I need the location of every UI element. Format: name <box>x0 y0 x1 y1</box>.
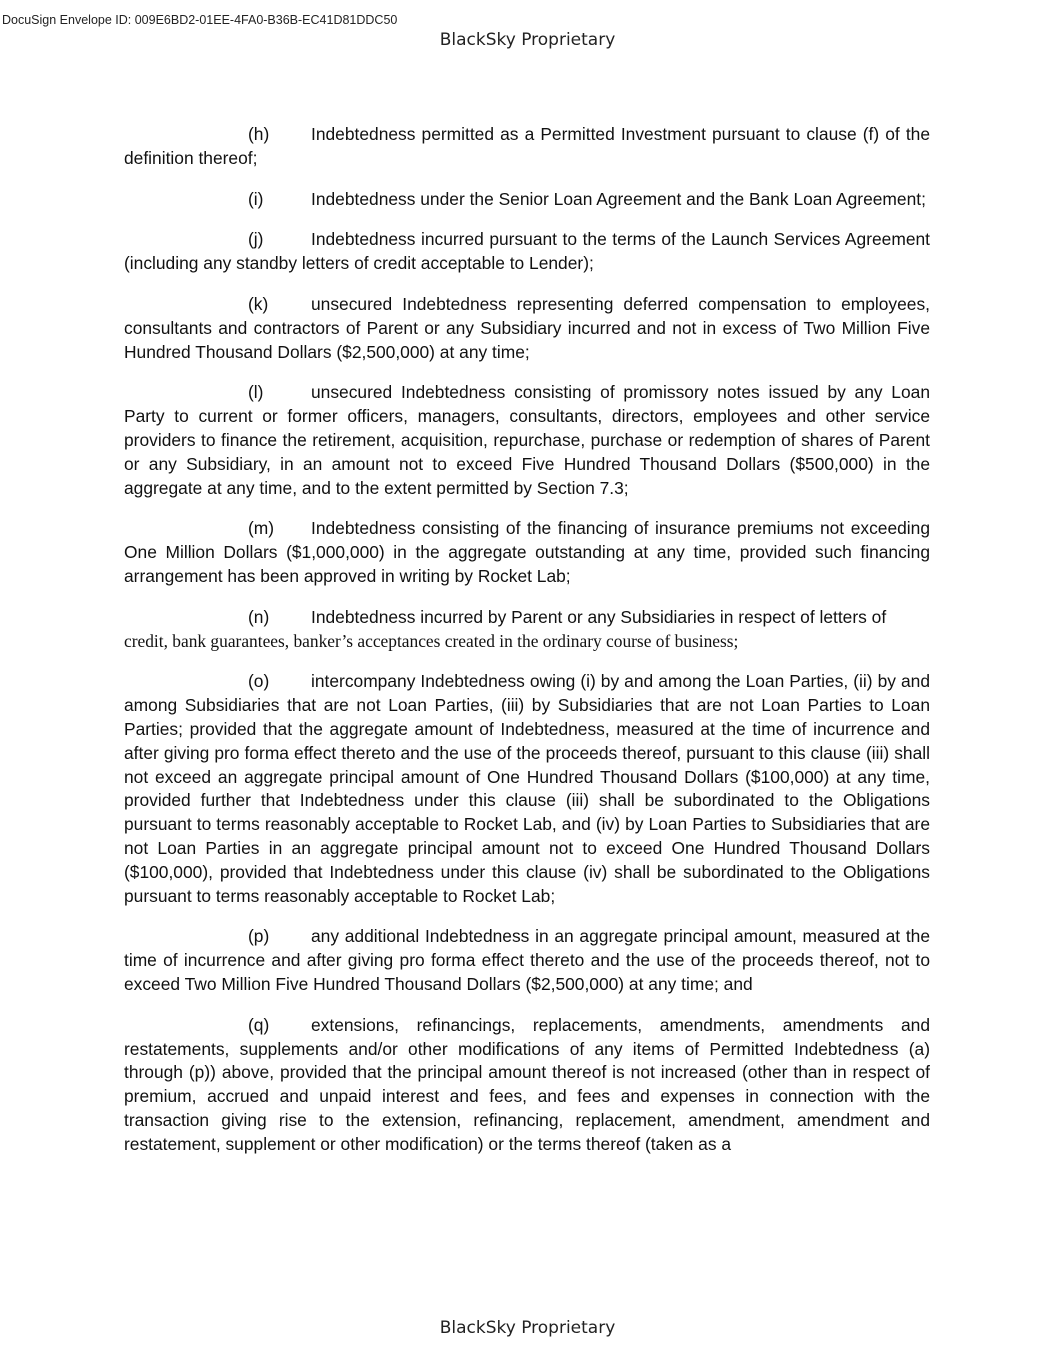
clause-text: Indebtedness incurred by Parent or any Subsidiaries in respect of letters of <box>311 606 887 627</box>
clause-label: (h) <box>248 124 270 144</box>
page-footer: BlackSky Proprietary <box>439 1318 616 1338</box>
clause-i <box>124 188 930 212</box>
page-header: BlackSky Proprietary <box>439 30 616 50</box>
document-body <box>124 123 930 1173</box>
clause-label: (o) <box>248 671 270 692</box>
docusign-envelope-id: DocuSign Envelope ID: 009E6BD2-01EE-4FA0-B36B-EC41D81DDC50 <box>2 13 398 27</box>
clause-label: (l) <box>248 382 264 403</box>
clause-label: (m) <box>248 518 275 539</box>
clause-label: (p) <box>248 926 270 947</box>
clause-label: (k) <box>248 293 269 314</box>
clause-p <box>124 925 930 996</box>
clause-o <box>124 670 930 908</box>
clause-m <box>124 517 930 588</box>
clause-text: intercompany Indebtedness owing (i) by and among the Loan Parties, (ii) by and among Subsidiaries that are not Loan Parties, (iii) by Subsidiaries that are not Loan Parties to Loan Parties; provided that the aggregate amount of Indebtedness, measured at the time of incurrence and after giving pro forma effect thereto and the use of the proceeds thereof, pursuant to this clause (iii) shall not exceed an aggregate principal amount of One Hundred Thousand Dollars ($100,000) at any time, provided further that Indebtedness under this clause (iii) shall be subordinated to the Obligations pursuant to terms reasonably acceptable to Rocket Lab, and (iv) by Loan Parties to Subsidiaries that are not Loan Parties in an aggregate principal amount not to exceed One Hundred Thousand Dollars ($100,000), provided that Indebtedness under this clause (iv) shall be subordinated to the Obligations pursuant to terms reasonably acceptable to Rocket Lab; <box>124 671 930 906</box>
clause-text: Indebtedness incurred pursuant to the terms of the Launch Services Agreement (including any standby letters of credit acceptable to Lender); <box>124 229 930 274</box>
clause-l <box>124 381 930 500</box>
clause-text: Indebtedness permitted as a Permitted Investment pursuant to clause (f) of the definition thereof; <box>124 124 930 168</box>
clause-label: (j) <box>248 229 264 250</box>
clause-text-serif: credit, bank guarantees, banker’s acceptances created in the ordinary course of business; <box>124 630 739 651</box>
clause-q <box>124 1014 930 1157</box>
clause-label: (i) <box>248 188 264 209</box>
clause-n <box>124 606 930 654</box>
clause-text: Indebtedness under the Senior Loan Agreement and the Bank Loan Agreement; <box>311 188 926 209</box>
clause-label: (q) <box>248 1014 270 1035</box>
clause-j <box>124 228 930 276</box>
clause-text: Indebtedness consisting of the financing of insurance premiums not exceeding One Million Dollars ($1,000,000) in the aggregate outstanding at any time, provided such financing arrangement has been approved in writing by Rocket Lab; <box>124 518 930 586</box>
clause-text: unsecured Indebtedness consisting of promissory notes issued by any Loan Party to current or former officers, managers, consultants, directors, employees and other service providers to finance the retirement, acquisition, repurchase, purchase or redemption of shares of Parent or any Subsidiary, in an amount not to exceed Five Hundred Thousand Dollars ($500,000) in the aggregate at any time, and to the extent permitted by Section 7.3; <box>124 382 930 498</box>
clause-k <box>124 293 930 364</box>
clause-h <box>124 123 930 171</box>
clause-text: any additional Indebtedness in an aggregate principal amount, measured at the time of incurrence and after giving pro forma effect thereto and the use of the proceeds thereof, not to exceed Two Million Five Hundred Thousand Dollars ($2,500,000) at any time; and <box>124 926 930 994</box>
clause-text: unsecured Indebtedness representing deferred compensation to employees, consultants and contractors of Parent or any Subsidiary incurred and not in excess of Two Million Five Hundred Thousand Dollars ($2,500,000) at any time; <box>124 293 930 362</box>
clause-label: (n) <box>248 606 270 627</box>
clause-text: extensions, refinancings, replacements, amendments, amendments and restatements, supplements and/or other modifications of any items of Permitted Indebtedness (a) through (p)) above, provided that the principal amount thereof is not increased (other than in respect of premium, accrued and unpaid interest and fees, and fees and expenses in connection with the transaction giving rise to the extension, refinancing, replacement, amendment, amendment and restatement, supplement or other modification) or the terms thereof (taken as a <box>124 1014 930 1154</box>
